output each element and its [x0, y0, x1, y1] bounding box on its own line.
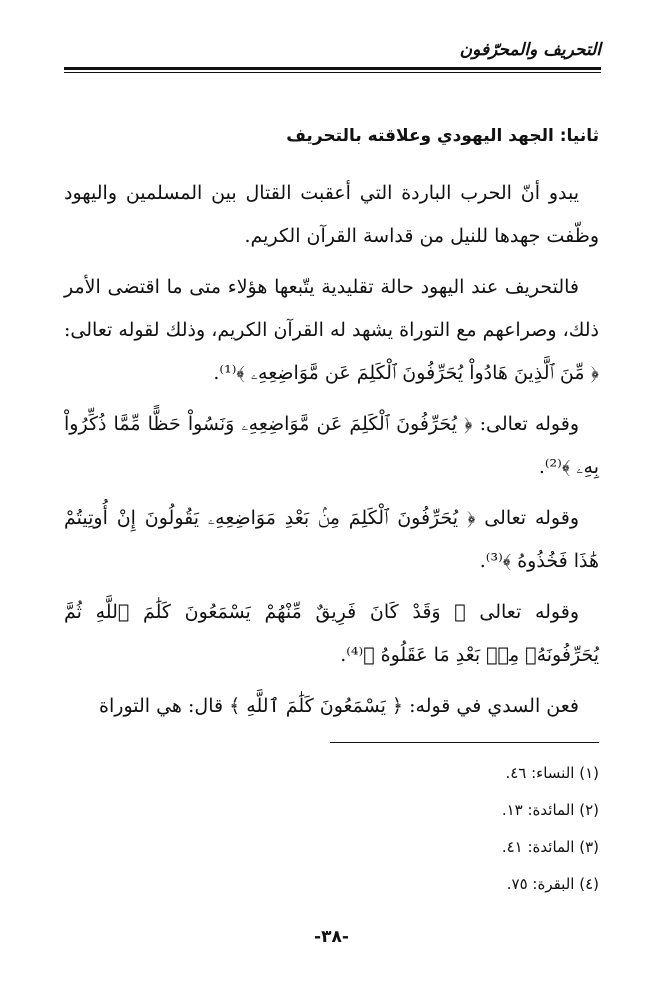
body-text: [64, 172, 599, 736]
paragraph-5: وقوله تعالى ﴿ وَقَدْ كَانَ فَرِيقٌ مِّنْهُمْ يَسْمَعُونَ كَلَٰمَ ٱللَّهِ ثُمَّ يُحَرِّفُونَهُۥ مِنۢ بَعْدِ مَا عَقَلُوهُ ﴾⁽⁴⁾.: [64, 601, 599, 666]
footnote-4: (٤) البقرة: ٧٥.: [506, 875, 599, 893]
page-number: -٣٨-: [314, 927, 349, 947]
paragraph-3: وقوله تعالى: ﴿ يُحَرِّفُونَ ٱلْكَلِمَ عَن مَّوَاضِعِهِۦ وَنَسُواْ حَظًّا مِّمَّا ذُكِّرُواْ بِهِۦ ﴾⁽²⁾.: [64, 413, 599, 478]
header-rule-thick: [64, 67, 601, 70]
paragraph-2: فالتحريف عند اليهود حالة تقليدية يتّبعها هؤلاء متى ما اقتضى الأمر ذلك، وصراعهم مع التوراة يشهد له القرآن الكريم، وذلك لقوله تعالى: ﴿ مِّنَ ٱلَّذِينَ هَادُواْ يُحَرِّفُونَ ٱلْكَلِمَ عَن مَّوَاضِعِهِۦ ﴾⁽¹⁾.: [64, 276, 599, 384]
running-title: التحريف والمحرّفون: [459, 40, 601, 60]
footnote-3: (٣) المائدة: ٤١.: [501, 838, 599, 856]
footnote-separator: [330, 742, 599, 743]
paragraph-1: يبدو أنّ الحرب الباردة التي أعقبت القتال بين المسلمين واليهود وظّفت جهدها للنيل من قداسة القرآن الكريم.: [64, 182, 599, 247]
footnotes: [502, 764, 599, 912]
section-title: ثانيا: الجهد اليهودي وعلاقته بالتحريف: [286, 126, 599, 146]
paragraph-4: وقوله تعالى ﴿ يُحَرِّفُونَ ٱلْكَلِمَ مِنۢ بَعْدِ مَوَاضِعِهِۦ يَقُولُونَ إِنْ أُوتِيتُمْ هَٰذَا فَخُذُوهُ ﴾⁽³⁾.: [64, 507, 599, 572]
paragraph-6: فعن السدي في قوله: ﴿ يَسْمَعُونَ كَلَٰمَ ٱللَّهِ ﴾ قال: هي التوراة: [99, 695, 579, 717]
header-rule-thin: [64, 72, 601, 73]
footnote-2: (٢) المائدة: ١٣.: [501, 801, 599, 819]
footnote-1: (١) النساء: ٤٦.: [505, 764, 599, 782]
